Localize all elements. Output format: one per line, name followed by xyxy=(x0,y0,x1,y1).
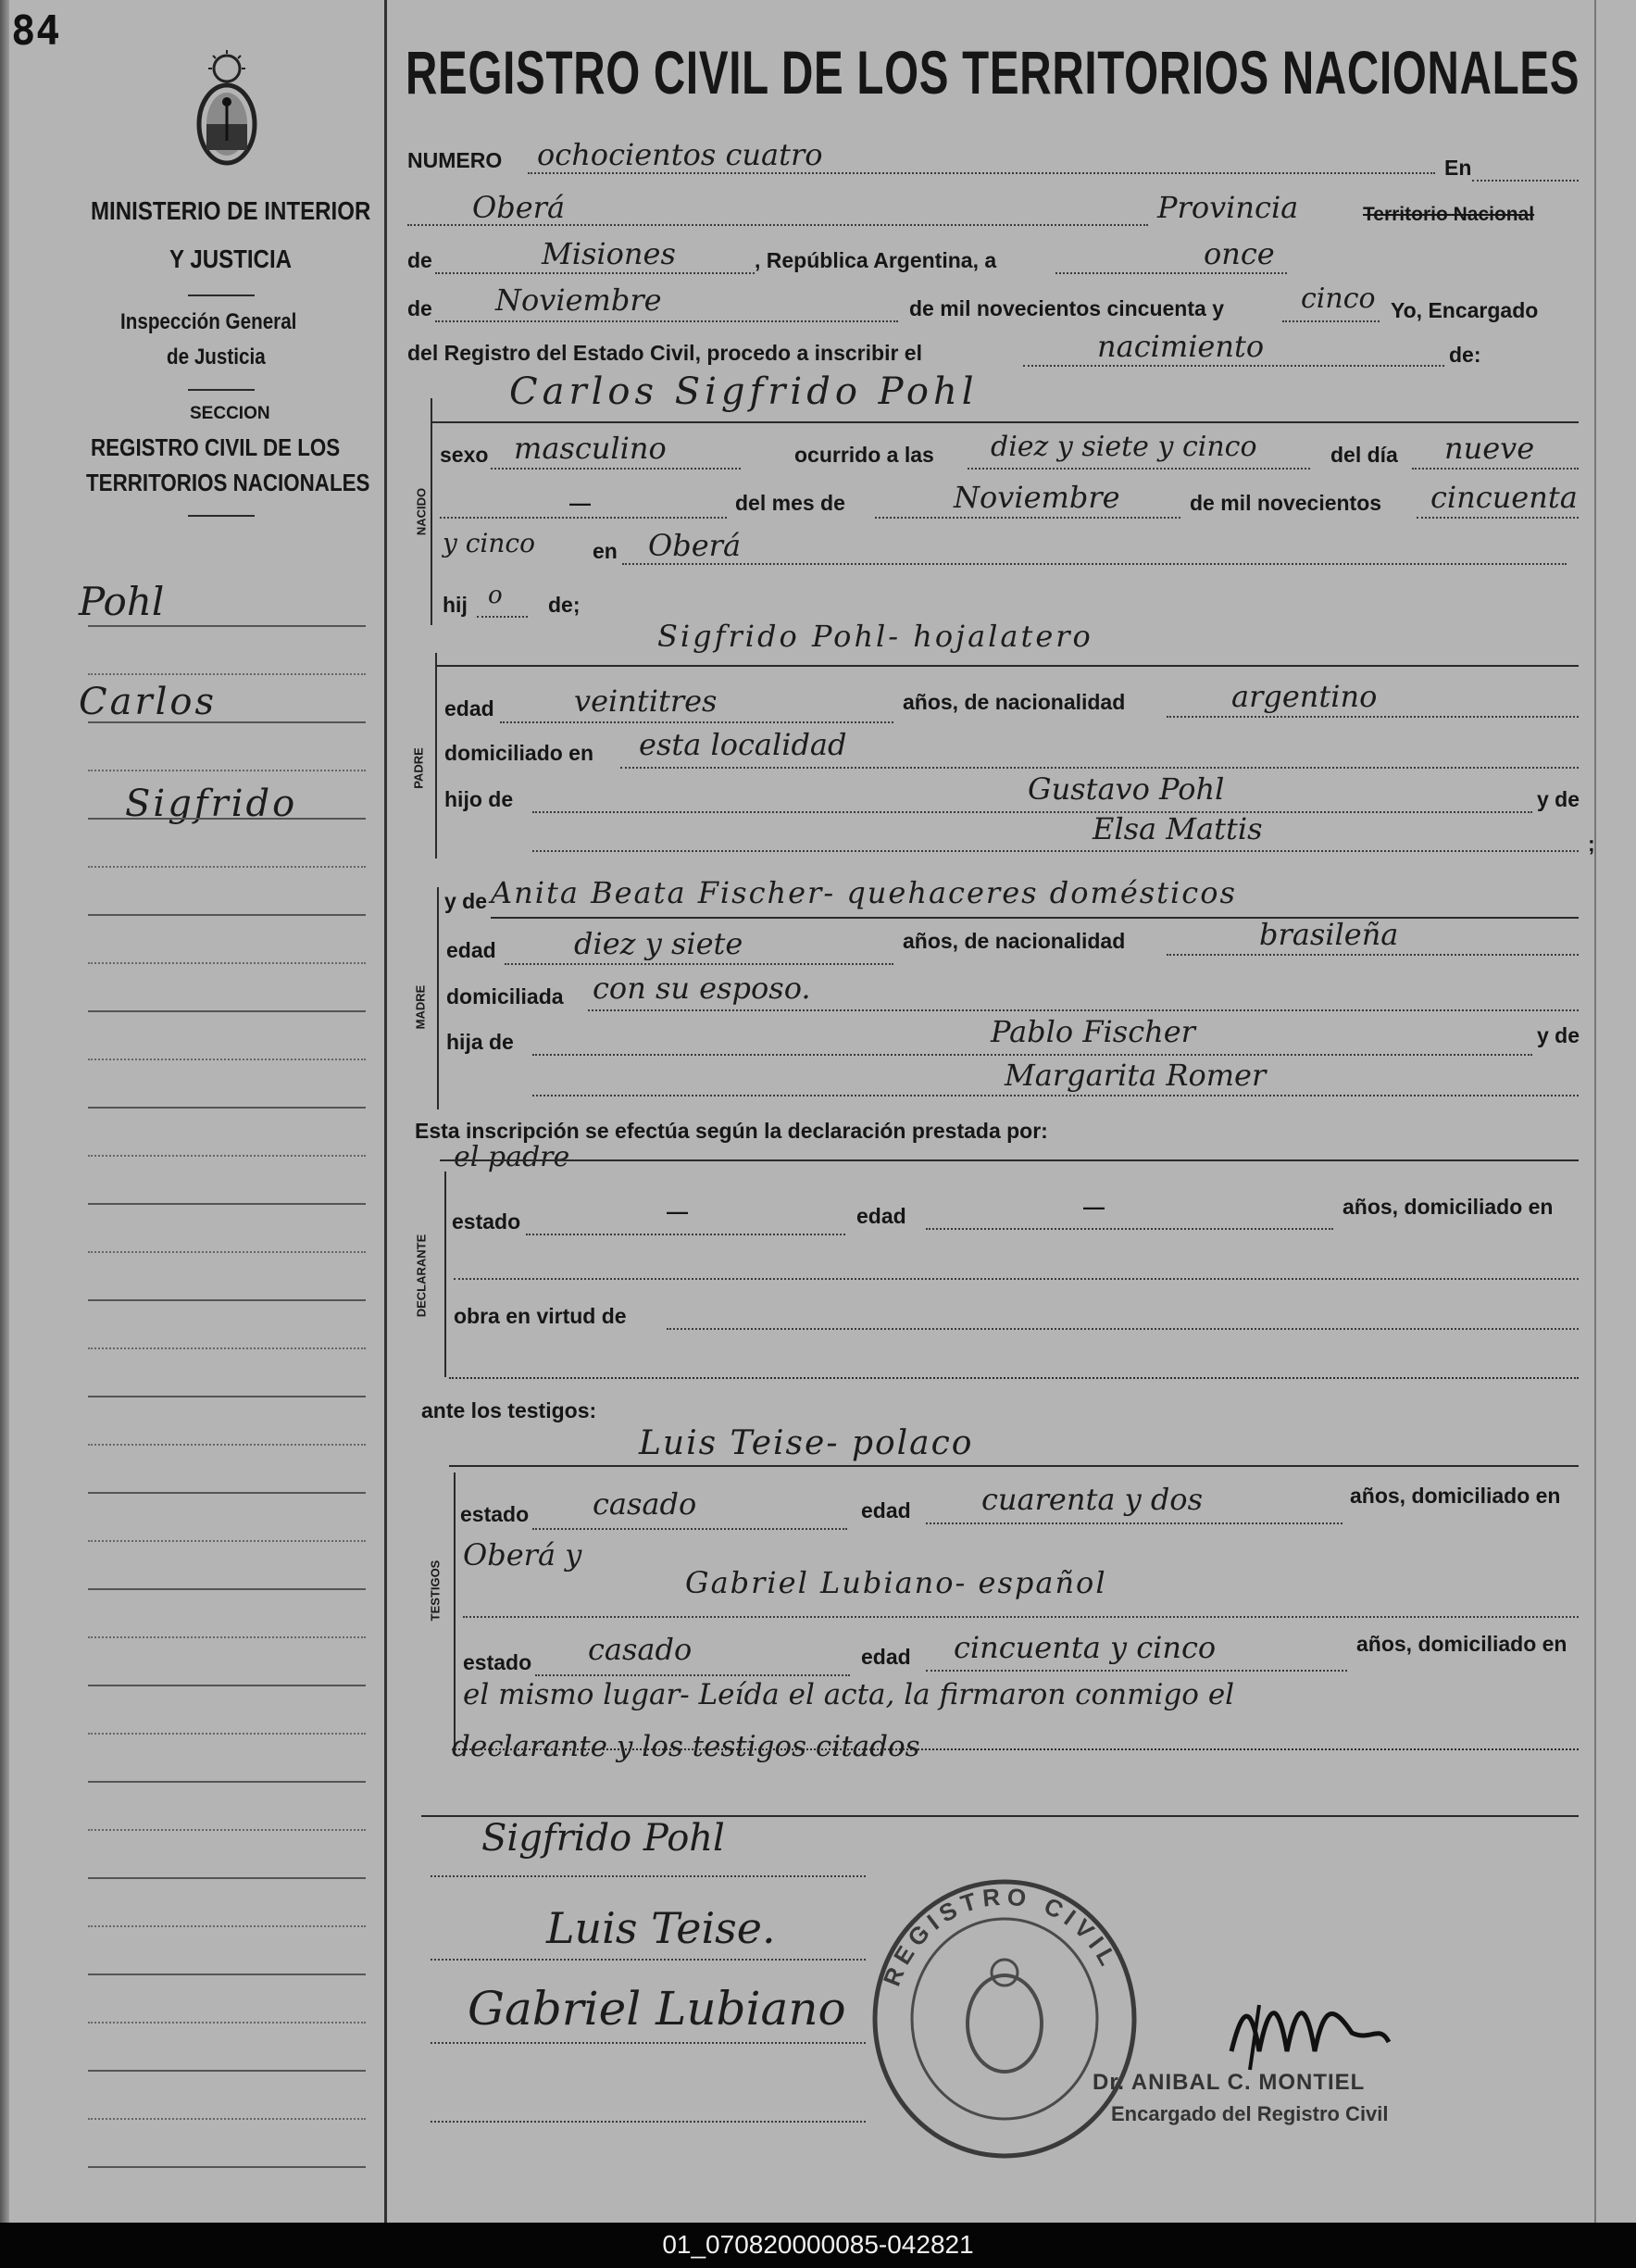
label-anos-dom-t2: años, domiciliado en xyxy=(1356,1632,1567,1656)
field-sexo: masculino xyxy=(514,431,667,466)
section-name-2: TERRITORIOS NACIONALES xyxy=(86,469,370,496)
label-hij: hij xyxy=(443,593,468,617)
field-nac-madre: brasileña xyxy=(1259,917,1399,952)
label-semicolon: ; xyxy=(1588,832,1595,856)
label-y-de-madre: y de xyxy=(444,889,488,913)
label-edad-declarante: edad xyxy=(856,1204,906,1228)
field-provincia-label: Provincia xyxy=(1157,190,1299,225)
margin-ruled-line xyxy=(88,1203,366,1205)
field-declarante: el padre xyxy=(454,1141,570,1173)
label-estado-declarante: estado xyxy=(452,1209,521,1234)
field-madre: Anita Beata Fischer- quehaceres domésticos xyxy=(491,875,1237,910)
margin-ruled-line xyxy=(88,770,366,771)
margin-first-name: Carlos xyxy=(79,681,217,723)
margin-ruled-line xyxy=(88,1251,366,1253)
margin-ruled-line xyxy=(88,2118,366,2120)
margin-ruled-line xyxy=(88,914,366,916)
field-testigo1: Luis Teise- polaco xyxy=(639,1424,974,1462)
label-de: de xyxy=(407,248,432,272)
section-padre: PADRE xyxy=(411,747,426,789)
field-acto: nacimiento xyxy=(1097,329,1265,364)
field-dash: — xyxy=(569,491,591,515)
label-domiciliada: domiciliada xyxy=(446,984,564,1009)
label-en-2: en xyxy=(593,539,618,563)
official-seal-icon xyxy=(866,1875,1143,2162)
label-edad-madre: edad xyxy=(446,938,496,962)
label-de-colon: de: xyxy=(1449,343,1481,367)
official-signature xyxy=(1222,1977,1407,2079)
margin-surname: Pohl xyxy=(79,579,165,624)
field-mes: Noviembre xyxy=(495,282,662,318)
margin-ruled-line xyxy=(88,2022,366,2024)
label-anos-nac-padre: años, de nacionalidad xyxy=(903,690,1126,714)
field-testigo2: Gabriel Lubiano- español xyxy=(685,1565,1107,1600)
field-abuelo-p: Gustavo Pohl xyxy=(1028,771,1225,807)
margin-ruled-line xyxy=(88,1492,366,1494)
label-anos-dom-t1: años, domiciliado en xyxy=(1350,1484,1561,1508)
margin-ruled-line xyxy=(88,1636,366,1638)
label-edad-t2: edad xyxy=(861,1645,911,1669)
margin-ruled-line xyxy=(88,1781,366,1783)
section-declarante: DECLARANTE xyxy=(414,1234,429,1318)
field-nac-padre: argentino xyxy=(1231,679,1378,714)
label-ocurrido: ocurrido a las xyxy=(794,443,934,467)
signature-line xyxy=(431,1959,866,1961)
section-label: SECCION xyxy=(190,404,270,423)
label-y-de-madre-2: y de xyxy=(1537,1023,1580,1047)
signature-line xyxy=(431,2042,866,2044)
signature-line xyxy=(431,2121,866,2123)
margin-ruled-line xyxy=(88,1347,366,1349)
section-madre: MADRE xyxy=(413,984,428,1030)
field-dia-nac: nueve xyxy=(1444,431,1535,466)
field-t2-dom-2: declarante y los testigos citados xyxy=(452,1730,920,1763)
margin-ruled-line xyxy=(88,2070,366,2072)
field-anio-nac-2: y cinco xyxy=(443,528,535,558)
label-de-mil: de mil novecientos cincuenta y xyxy=(909,296,1224,320)
label-edad-padre: edad xyxy=(444,696,494,720)
label-del-mes: del mes de xyxy=(735,491,845,515)
label-registro: del Registro del Estado Civil, procedo a inscribir el xyxy=(407,341,922,365)
section-nacido: NACIDO xyxy=(414,487,429,536)
field-dom-madre: con su esposo. xyxy=(593,971,811,1006)
field-provincia: Misiones xyxy=(542,236,676,271)
ministry-name-2: Y JUSTICIA xyxy=(169,244,293,273)
label-obra: obra en virtud de xyxy=(454,1304,627,1328)
margin-ruled-line xyxy=(88,1444,366,1446)
label-numero: NUMERO xyxy=(407,148,503,172)
document-title: REGISTRO CIVIL DE LOS TERRITORIOS NACIONALES xyxy=(406,38,1580,107)
label-anos-nac-madre: años, de nacionalidad xyxy=(903,929,1126,953)
section-testigos: TESTIGOS xyxy=(428,1560,443,1622)
field-estado-dash: — xyxy=(667,1199,688,1223)
label-territorio: Territorio Nacional xyxy=(1363,204,1535,225)
margin-ruled-line xyxy=(88,1733,366,1735)
field-edad-madre: diez y siete xyxy=(574,926,743,961)
margin-ruled-line xyxy=(88,1925,366,1927)
label-hijo-de: hijo de xyxy=(444,787,514,811)
field-t2-edad: cincuenta y cinco xyxy=(954,1630,1217,1665)
label-yo: Yo, Encargado xyxy=(1391,298,1539,322)
margin-ruled-line xyxy=(88,866,366,868)
field-hijo-o: o xyxy=(488,582,503,609)
signature-gabriel: Gabriel Lubiano xyxy=(468,1982,846,2036)
margin-ruled-line xyxy=(88,1588,366,1590)
document-id: 01_070820000085-042821 xyxy=(662,2230,974,2259)
field-t1-dom: Oberá y xyxy=(463,1537,582,1573)
field-t2-estado: casado xyxy=(588,1632,693,1667)
inspection-name: Inspección General xyxy=(120,309,297,334)
signature-sigfrido: Sigfrido Pohl xyxy=(481,1817,725,1860)
label-de-2: de xyxy=(407,296,432,320)
field-abuela-m: Margarita Romer xyxy=(1005,1058,1267,1093)
label-estado-t2: estado xyxy=(463,1650,532,1674)
margin-second-name: Sigfrido xyxy=(125,783,298,825)
field-lugar-nac: Oberá xyxy=(648,528,742,563)
margin-ruled-line xyxy=(88,1829,366,1831)
margin-ruled-line xyxy=(88,1059,366,1060)
field-dom-padre: esta localidad xyxy=(639,727,847,762)
field-anio-nac: cincuenta xyxy=(1430,480,1578,515)
folio-number: 84 xyxy=(11,7,60,55)
field-abuela-p: Elsa Mattis xyxy=(1093,811,1263,846)
signature-luis: Luis Teise. xyxy=(546,1903,776,1953)
field-dia: once xyxy=(1204,236,1275,271)
margin-ruled-line xyxy=(88,1974,366,1975)
margin-ruled-line xyxy=(88,1107,366,1109)
field-padre: Sigfrido Pohl- hojalatero xyxy=(657,619,1093,654)
field-edad-padre: veintitres xyxy=(574,683,718,719)
label-republica: , República Argentina, a xyxy=(755,248,997,272)
field-anio: cinco xyxy=(1301,282,1376,315)
seal-text: REGISTRO CIVIL xyxy=(877,1882,1125,1990)
label-sexo: sexo xyxy=(440,443,489,467)
label-de-mil-2: de mil novecientos xyxy=(1190,491,1382,515)
coat-of-arms-icon xyxy=(185,48,269,169)
label-del-dia: del día xyxy=(1330,443,1398,467)
label-edad-t1: edad xyxy=(861,1498,911,1522)
label-en: En xyxy=(1444,156,1472,180)
margin-ruled-line xyxy=(88,721,366,723)
label-testigos: ante los testigos: xyxy=(421,1398,597,1422)
label-estado-t1: estado xyxy=(460,1502,530,1526)
label-anos-dom-declarante: años, domiciliado en xyxy=(1343,1195,1554,1219)
field-t1-estado: casado xyxy=(593,1486,697,1522)
field-hora: diez y siete y cinco xyxy=(991,431,1257,463)
margin-ruled-line xyxy=(88,1010,366,1012)
field-abuelo-m: Pablo Fischer xyxy=(991,1014,1195,1049)
field-nombre: Carlos Sigfrido Pohl xyxy=(509,370,979,413)
label-declaracion: Esta inscripción se efectúa según la declaración prestada por: xyxy=(415,1119,1048,1143)
margin-ruled-line xyxy=(88,625,366,627)
field-lugar: Oberá xyxy=(472,190,566,225)
label-de-semicolon: de; xyxy=(548,593,581,617)
label-hija-de: hija de xyxy=(446,1030,514,1054)
margin-ruled-line xyxy=(88,1540,366,1542)
margin-ruled-line xyxy=(88,1396,366,1397)
margin-ruled-line xyxy=(88,673,366,675)
signature-line xyxy=(431,1875,866,1877)
margin-ruled-line xyxy=(88,1685,366,1686)
field-t2-dom: el mismo lugar- Leída el acta, la firmaron conmigo el xyxy=(463,1678,1235,1711)
footer-bar xyxy=(0,2223,1636,2268)
margin-ruled-line xyxy=(88,818,366,820)
field-edad-dash: — xyxy=(1083,1195,1105,1219)
field-t1-edad: cuarenta y dos xyxy=(981,1482,1203,1517)
official-name: Dr. ANIBAL C. MONTIEL xyxy=(1093,2070,1366,2095)
label-y-de-padre: y de xyxy=(1537,787,1580,811)
margin-ruled-line xyxy=(88,1299,366,1301)
official-role: Encargado del Registro Civil xyxy=(1111,2102,1389,2125)
section-name: REGISTRO CIVIL DE LOS xyxy=(91,433,341,461)
margin-ruled-line xyxy=(88,962,366,964)
margin-ruled-line xyxy=(88,1155,366,1157)
margin-ruled-line xyxy=(88,2166,366,2168)
field-numero: ochocientos cuatro xyxy=(537,137,823,172)
ministry-name: MINISTERIO DE INTERIOR xyxy=(91,196,371,225)
inspection-name-2: de Justicia xyxy=(167,345,266,370)
label-domiciliado-padre: domiciliado en xyxy=(444,741,594,765)
margin-ruled-line xyxy=(88,1877,366,1879)
field-mes-nac: Noviembre xyxy=(954,480,1120,515)
